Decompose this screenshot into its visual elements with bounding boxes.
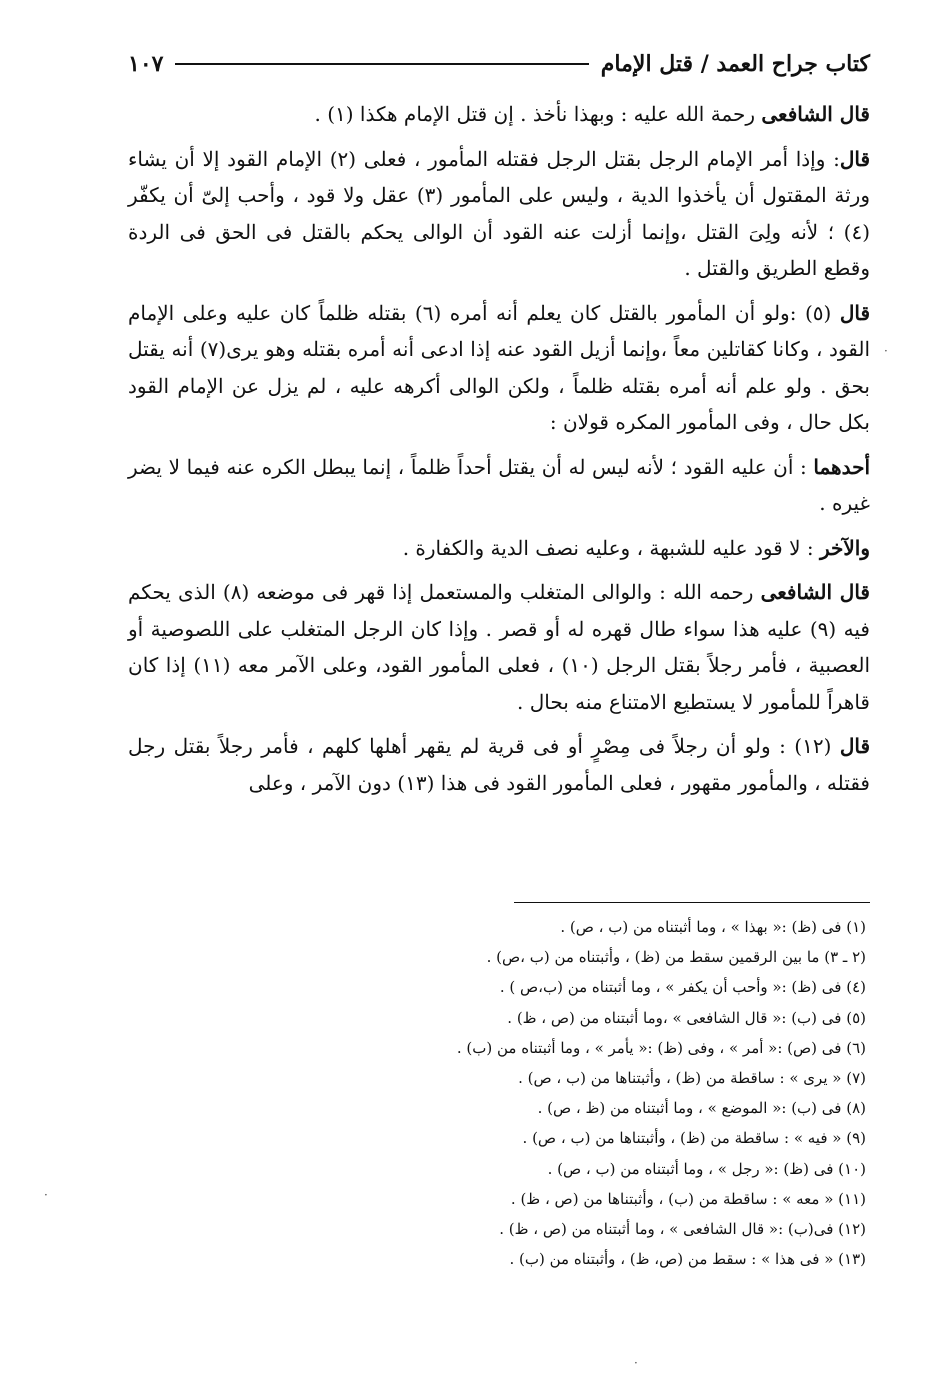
paragraph <box>128 574 870 720</box>
paragraph <box>128 96 870 133</box>
footnote: (١٣) « فى هذا » : سقط من (ص، ظ) ، وأثبتناه من (ب) . <box>509 1250 866 1269</box>
paragraph-text: رحمه الله : والوالى المتغلب والمستعمل إذا قهر فى موضعه (٨) الذى يحكم فيه (٩) عليه هذا سواء طال قهره له أو قصر . وإذا كان الرجل المتغلب على اللصوصية أو العصبية ، فأمر رجلاً بقتل الرجل (١٠) ، فعلى المأمور القود، وعلى الآمر معه (١١) إذا كان قاهراً للمأمور لا يستطيع الامتناع منه بحال . <box>128 580 870 714</box>
paragraph <box>128 728 870 801</box>
paragraph <box>128 449 870 522</box>
page-header <box>128 44 870 84</box>
footnotes <box>300 912 866 1274</box>
paragraph-text: : لا قود عليه للشبهة ، وعليه نصف الدية والكفارة . <box>402 535 820 560</box>
paragraph <box>128 295 870 441</box>
paragraph-lead: قال الشافعى <box>761 102 870 126</box>
footnote-divider <box>514 902 870 903</box>
footnote: (٨) فى (ب) :« الموضع » ، وما أثبتناه من (ظ ، ص) . <box>537 1099 866 1118</box>
header-rule <box>175 63 588 65</box>
paragraph-text: : أن عليه القود ؛ لأنه ليس له أن يقتل أحداً ظلماً ، إنما يبطل الكره عنه فيما لا يضر غيره . <box>128 454 870 515</box>
paragraph-lead: قال <box>839 734 870 758</box>
paragraph-text: : وإذا أمر الإمام الرجل بقتل الرجل فقتله المأمور ، فعلى (٢) الإمام القود إلا أن يشاء ورثة المقتول أن يأخذوا الدية ، وليس على المأمور (٣) عقل ولا قود ، وأحب إلىّ أن يكفّر (٤) ؛ لأنه ولِىَ القتل ،وإنما أزلت عنه القود أن الوالى يحكم بالقتل فى الحق فى الردة وقطع الطريق والقتل . <box>128 146 870 280</box>
footnote: (٩) « فيه » : ساقطة من (ظ) ، وأثبتناها من (ب ، ص) . <box>522 1129 866 1148</box>
main-text <box>128 96 870 809</box>
scan-speck: · <box>44 1188 48 1202</box>
footnote: (٦) فى (ص) :« أمر » ، وفى (ظ) :« يأمر » ، وما أثبتناه من (ب) . <box>456 1038 866 1057</box>
paragraph-lead: والآخر <box>819 535 870 560</box>
footnote: (٢ ـ ٣) ما بين الرقمين سقط من (ظ) ، وأثبتناه من (ب ،ص) . <box>486 948 866 967</box>
footnote: (٧) « يرى » : ساقطة من (ظ) ، وأثبتناها من (ب ، ص) . <box>518 1069 866 1088</box>
footnote: (١٠) فى (ظ) :« رجل » ، وما أثبتناه من (ب ، ص) . <box>547 1159 866 1178</box>
paragraph-lead: قال <box>839 300 870 325</box>
scan-speck: · <box>884 344 888 358</box>
footnote: (٤) فى (ظ) :« وأحب أن يكفر » ، وما أثبتناه من (ب،ص ) . <box>499 978 866 997</box>
page-number: ١٠٧ <box>128 51 164 77</box>
running-title: كتاب جراح العمد / قتل الإمام <box>600 51 870 77</box>
footnote: (٥) فى (ب) :« قال الشافعى » ،وما أثبتناه من (ص ، ظ) . <box>507 1008 866 1027</box>
footnote: (١) فى (ظ) :« بهذا » ، وما أثبتناه من (ب ، ص) . <box>560 918 866 936</box>
footnote: (١٢) فى(ب) :« قال الشافعى » ، وما أثبتناه من (ص ، ظ) . <box>499 1220 866 1239</box>
paragraph <box>128 530 870 567</box>
footnote: (١١) « معه » : ساقطة من (ب) ، وأثبتناها من (ص ، ظ) . <box>510 1189 866 1208</box>
paragraph-lead: أحدهما <box>813 454 870 479</box>
paragraph-text: (١٢) : ولو أن رجلاً فى مِصْرٍ أو فى قرية لم يقهر أهلها كلهم ، فأمر رجلاً بقتل رجل فقتله ، والمأمور مقهور ، فعلى المأمور القود فى هذا (١٣) دون الآمر ، وعلى <box>128 734 870 795</box>
paragraph <box>128 141 870 287</box>
paragraph-text: (٥) :ولو أن المأمور بالقتل كان يعلم أنه أمره (٦) بقتله ظلماً كان عليه وعلى الإمام القود ، وكانا كقاتلين معاً ،وإنما أزيل القود عنه إذا ادعى أنه أمره بقتله وهو يرى(٧) أنه يقتل بحق . ولو علم أنه أمره بقتله ظلماً ، ولكن الوالى أكرهه عليه ، لم يزل عن الإمام القود بكل حال ، وفى المأمور المكره قولان : <box>128 300 870 434</box>
paragraph-text: رحمة الله عليه : وبهذا نأخذ . إن قتل الإمام هكذا (١) . <box>314 102 762 126</box>
paragraph-lead: قال الشافعى <box>760 580 870 604</box>
scan-speck: · <box>634 1356 638 1370</box>
paragraph-lead: قال <box>839 146 870 171</box>
